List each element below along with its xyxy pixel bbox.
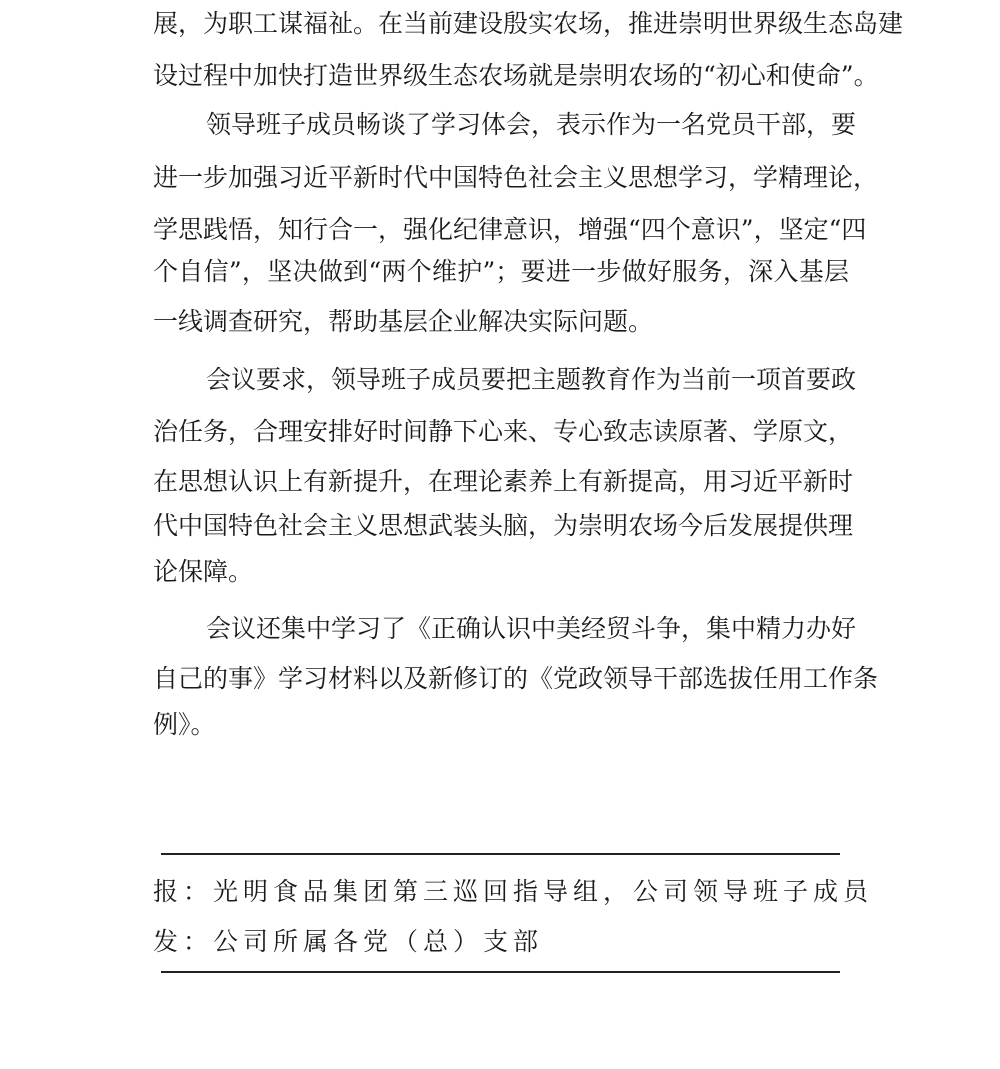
paragraph-3-line-2: 治任务，合理安排好时间静下心来、专心致志读原著、学原文， — [153, 417, 854, 446]
paragraph-2-line-2: 进一步加强习近平新时代中国特色社会主义思想学习，学精理论， — [153, 163, 879, 192]
paragraph-4-line-2: 自己的事》学习材料以及新修订的《党政领导干部选拔任用工作条 — [153, 664, 879, 693]
paragraph-4-line-3: 例》。 — [153, 710, 216, 739]
body-line-2: 设过程中加快打造世界级生态农场就是崇明农场的“初心和使命”。 — [153, 61, 879, 90]
paragraph-2-line-5: 一线调查研究，帮助基层企业解决实际问题。 — [153, 307, 654, 336]
paragraph-3-line-5: 论保障。 — [153, 557, 254, 586]
paragraph-3-line-3: 在思想认识上有新提升，在理论素养上有新提高，用习近平新时 — [153, 467, 854, 496]
send-to-line: 发：公司所属各党（总）支部 — [153, 927, 544, 956]
paragraph-2-line-4: 个自信”，坚决做到“两个维护”；要进一步做好服务，深入基层 — [153, 257, 849, 286]
body-line-1: 展，为职工谋福祉。在当前建设殷实农场，推进崇明世界级生态岛建 — [153, 9, 904, 38]
paragraph-2-line-3: 学思践悟，知行合一，强化纪律意识，增强“四个意识”，坚定“四 — [153, 215, 867, 244]
report-to-line: 报：光明食品集团第三巡回指导组，公司领导班子成员 — [153, 877, 874, 906]
paragraph-2-line-1: 领导班子成员畅谈了学习体会，表示作为一名党员干部，要 — [206, 110, 857, 139]
paragraph-3-line-4: 代中国特色社会主义思想武装头脑，为崇明农场今后发展提供理 — [153, 511, 854, 540]
paragraph-4-line-1: 会议还集中学习了《正确认识中美经贸斗争，集中精力办好 — [206, 614, 857, 643]
bottom-divider-rule — [161, 971, 840, 973]
paragraph-3-line-1: 会议要求，领导班子成员要把主题教育作为当前一项首要政 — [206, 365, 857, 394]
top-divider-rule — [161, 853, 840, 855]
